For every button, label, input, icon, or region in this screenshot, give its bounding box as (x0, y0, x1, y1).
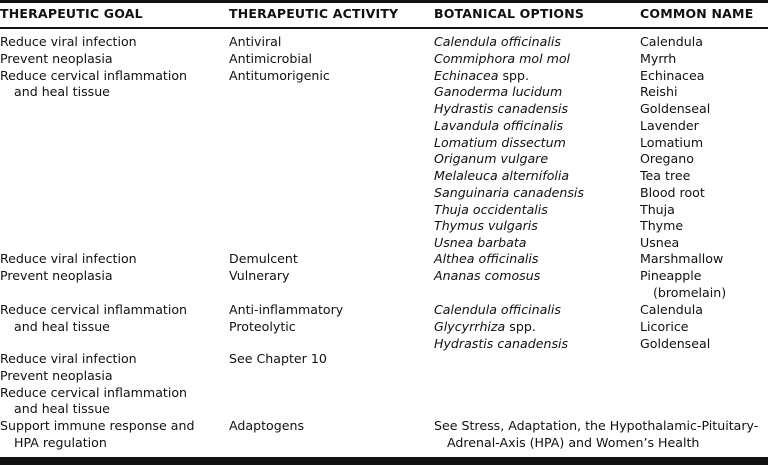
header-botanical-options: BOTANICAL OPTIONS (434, 6, 585, 21)
botanical-option (434, 302, 568, 319)
botanical-latin-name: Thymus vulgaris (434, 218, 538, 234)
botanical-latin-name: Ananas comosus (434, 267, 541, 283)
botanical-latin-name: Glycyrrhiza (434, 318, 506, 334)
goal-text: Prevent neoplasia (0, 50, 113, 66)
botanical-suffix: spp. (505, 318, 536, 334)
activity-text: Antiviral (229, 34, 282, 49)
botanical-latin-name: Calendula officinalis (434, 34, 561, 49)
common-name-text: Goldenseal (640, 101, 711, 116)
botanical-latin-name: Sanguinaria canadensis (434, 184, 584, 200)
common-name-text: Lavender (640, 117, 699, 133)
botanical-option (434, 118, 584, 135)
common-name-text: Licorice (640, 318, 689, 334)
botanical-option (434, 168, 584, 185)
header-therapeutic-activity: THERAPEUTIC ACTIVITY (229, 6, 399, 21)
common-name-text: Marshmallow (640, 251, 724, 266)
group-1-goals (0, 34, 187, 101)
top-border (0, 0, 768, 3)
group-3-goals (0, 302, 187, 336)
botanical-latin-name: Lomatium dissectum (434, 134, 566, 150)
botanical-option (434, 268, 540, 285)
botanical-latin-name: Usnea barbata (434, 235, 527, 250)
botanical-option (434, 151, 584, 168)
common-name-text: Thuja (640, 201, 675, 217)
botanical-option (434, 34, 584, 51)
goal-text: and heal tissue (14, 84, 110, 100)
botanical-latin-name: Echinacea (434, 67, 499, 83)
group-3-activities (229, 302, 343, 336)
botanical-option (434, 336, 568, 353)
group-5-goals (0, 418, 194, 452)
botanical-option (434, 135, 584, 152)
group-2-botanicals (434, 251, 540, 285)
activity-text: Antitumorigenic (229, 67, 330, 83)
goal-text: Reduce viral infection (0, 251, 137, 266)
goal-text: Reduce cervical inflammation (0, 67, 188, 83)
goal-text: Reduce viral infection (0, 351, 137, 366)
botanical-option (434, 235, 584, 252)
activity-text: Proteolytic (229, 318, 296, 334)
common-name-text: Calendula (640, 34, 703, 49)
botanical-option (434, 84, 584, 101)
activity-text: Demulcent (229, 251, 298, 266)
botanical-latin-name: Calendula officinalis (434, 302, 561, 317)
activity-text: See Chapter 10 (229, 351, 327, 366)
group-2-common (640, 251, 726, 301)
botanical-latin-name: Althea officinalis (434, 251, 539, 266)
botanical-latin-name: Thuja occidentalis (434, 201, 548, 217)
activity-text: Adaptogens (229, 418, 305, 433)
group-3-common (640, 302, 710, 352)
group-3-botanicals (434, 302, 568, 352)
group-1-botanicals (434, 34, 584, 252)
botanical-suffix: spp. (498, 67, 530, 83)
activity-text: Antimicrobial (229, 50, 313, 66)
common-name-text: Goldenseal (640, 335, 711, 351)
common-name-text: Lomatium (640, 134, 704, 150)
bottom-border (0, 457, 768, 465)
group-5-activities (229, 418, 304, 435)
goal-text: Support immune response and (0, 418, 195, 433)
common-name-text: Tea tree (640, 168, 691, 183)
botanical-latin-name: Melaleuca alternifolia (434, 168, 570, 183)
common-name-text: Oregano (640, 151, 694, 167)
common-name-text: Calendula (640, 302, 703, 317)
common-name-text: (bromelain) (653, 284, 727, 300)
goal-text: Reduce cervical inflammation (0, 302, 188, 317)
see-also-text: See Stress, Adaptation, the Hypothalamic-Pituitary- (434, 418, 759, 433)
goal-text: Prevent neoplasia (0, 267, 113, 283)
header-rule (0, 27, 768, 29)
group-4-goals (0, 351, 187, 418)
header-common-name: COMMON NAME (640, 6, 754, 21)
goal-text: HPA regulation (14, 434, 107, 450)
common-name-text: Blood root (640, 184, 705, 200)
botanical-latin-name: Commiphora mol mol (434, 50, 571, 66)
goal-text: Reduce viral infection (0, 34, 137, 49)
botanical-option (434, 51, 584, 68)
common-name-text: Myrrh (640, 50, 677, 66)
common-name-text: Echinacea (640, 67, 705, 83)
group-1-common (640, 34, 710, 252)
group-1-activities (229, 34, 330, 84)
group-2-activities (229, 251, 298, 285)
botanical-option (434, 202, 584, 219)
group-5-see-also (434, 418, 758, 452)
common-name-text: Pineapple (640, 267, 702, 283)
group-4-activities (229, 351, 327, 368)
botanical-latin-name: Origanum vulgare (434, 151, 549, 167)
botanical-option (434, 101, 584, 118)
goal-text: and heal tissue (14, 401, 110, 417)
activity-text: Vulnerary (229, 267, 290, 283)
common-name-text: Usnea (640, 235, 680, 250)
botanical-option (434, 319, 568, 336)
goal-text: and heal tissue (14, 318, 110, 334)
botanical-option (434, 68, 584, 85)
header-therapeutic-goal: THERAPEUTIC GOAL (0, 6, 143, 21)
botanical-option (434, 218, 584, 235)
botanical-option (434, 251, 540, 268)
botanical-latin-name: Lavandula officinalis (434, 117, 564, 133)
activity-text: Anti-inflammatory (229, 302, 344, 317)
botanical-latin-name: Hydrastis canadensis (434, 335, 569, 351)
common-name-text: Thyme (640, 218, 684, 234)
goal-text: Prevent neoplasia (0, 367, 113, 383)
see-also-text: Adrenal-Axis (HPA) and Women’s Health (447, 434, 700, 450)
group-2-goals (0, 251, 137, 285)
goal-text: Reduce cervical inflammation (0, 384, 188, 400)
common-name-text: Reishi (640, 84, 678, 100)
botanical-option (434, 185, 584, 202)
botanical-latin-name: Hydrastis canadensis (434, 101, 569, 116)
botanical-latin-name: Ganoderma lucidum (434, 84, 563, 100)
